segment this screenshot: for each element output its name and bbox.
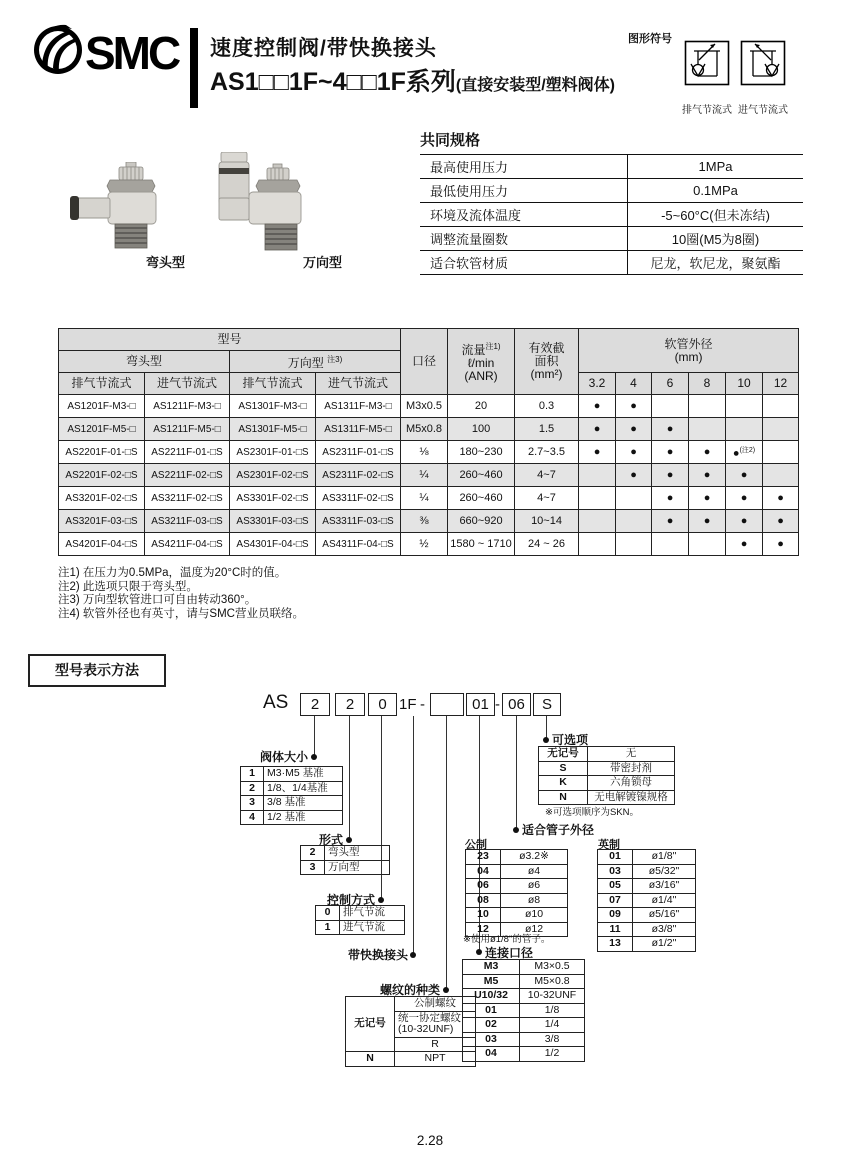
port-size-table: M3 M3×0.5 M5 M5×0.8 U10/32 10-32UNF 01 1/8 02 1/4 03 3/8 04 1/2 [462,959,585,1062]
code-mid: 1F [399,696,417,713]
series-title-main: AS1□□1F~4□□1F系列 [210,68,456,96]
col-header-tube-od: 软管外径 (mm) [579,329,799,373]
smc-wordmark: SMC [85,27,179,76]
form-label: 形式 [318,833,343,847]
exhaust-throttle-symbol-icon [684,40,730,93]
options-table: 无记号 无 S 带密封剂 K 六角锁母 N 无电解镀镍规格 [538,746,675,805]
control-table: 0 排气节流 1 进气节流 [315,905,405,935]
model-row: AS3201F-02-□S AS3211F-02-□S AS3301F-02-□S AS3311F-02-□S ¼ 260~460 4~7 ● ● ● ● [59,487,799,510]
spec-label: 环境及流体温度 [420,203,628,227]
col-header-bore: 口径 [401,329,448,395]
code-box-body-size: 2 [300,693,330,716]
connector-dot [311,754,317,760]
note-4: 注4) 软管外径也有英寸，请与SMC营业员联络。 [58,607,304,620]
note-2: 注2) 此选项只限于弯头型。 [58,580,198,593]
spec-label: 最高使用压力 [420,155,628,179]
tube-size-header: 10 [726,373,763,395]
col-header-universal: 万向型 $^{注3)}$ [230,351,401,373]
spec-label: 适合软管材质 [420,251,628,275]
quick-fitting-label: 带快换接头 [347,948,408,962]
code-prefix: AS [263,692,289,713]
model-row: AS2201F-02-□S AS2211F-02-□S AS2301F-02-□S AS2311F-02-□S ¼ 260~460 4~7 ● ● ● ● [59,464,799,487]
col-header-flow: 流量$^{注1)}$ ℓ/min (ANR) [448,329,515,395]
spec-value: 1MPa [628,155,804,179]
col-header-supply-1: 进气节流式 [145,373,230,395]
universal-type-label: 万向型 [303,255,343,270]
smc-globe-icon [32,24,182,76]
code-box-tube: 06 [502,693,531,716]
connector-dot [378,897,384,903]
spec-row [420,179,803,203]
code-box-option: S [533,693,561,716]
tube-size-header: 4 [616,373,652,395]
connector-line [314,716,315,757]
thread-type-table: 无记号 公制螺纹 统一协定螺纹 (10-32UNF) R N NPT [345,996,476,1067]
elbow-type-label: 弯头型 [146,255,186,270]
col-header-exhaust-1: 排气节流式 [59,373,145,395]
port-size-label: 连接口径 [485,946,534,960]
series-title [210,62,615,98]
code-box-control: 0 [368,693,397,716]
header-divider-bar [190,28,198,108]
graphic-symbols-label: 图形符号 [628,33,672,45]
tube-size-header: 12 [763,373,799,395]
spec-value: -5~60°C(但未冻结) [628,203,804,227]
spec-row [420,227,803,251]
symbol2-caption: 进气节流式 [738,105,788,116]
col-header-exhaust-2: 排气节流式 [230,373,316,395]
connector-dot [410,952,416,958]
connector-line [413,716,414,955]
tube-od-metric-footnote: ※使用ø1/8"的管子。 [463,934,551,945]
connector-line [516,716,517,830]
connector-dot [443,987,449,993]
spec-label: 最低使用压力 [420,179,628,203]
designation-section-title: 型号表示方法 [28,654,166,687]
model-table [58,328,799,556]
tube-size-header: 8 [689,373,726,395]
tube-od-inch-table: 01 ø1/8" 03 ø5/32" 05 ø3/16" 07 ø1/4" 09 ø5/16" 11 ø3/8" 13 ø1/2" [597,849,696,952]
note-3: 注3) 万向型软管进口可自由转动360°。 [58,594,257,606]
elbow-valve-photo [62,162,187,265]
spec-value: 0.1MPa [628,179,804,203]
model-row: AS3201F-03-□S AS3211F-03-□S AS3301F-03-□S AS3311F-03-□S ⅜ 660~920 10~14 ● ● ● ● [59,510,799,533]
page-title: 速度控制阀/带快换接头 [210,37,437,60]
connector-dot [513,827,519,833]
options-footnote: ※可选项顺序为SKN。 [545,807,639,818]
spec-row [420,155,803,179]
code-dash-2: - [495,696,500,713]
form-table: 2 弯头型 3 万向型 [300,845,390,875]
common-specs-title: 共同规格 [420,132,481,149]
dot-with-note: ●$^{(注2)}$ [726,441,763,464]
col-header-area: 有效截 面积 (mm²) [515,329,579,395]
spec-value: 尼龙，软尼龙，聚氨酯 [650,256,781,271]
col-header-supply-2: 进气节流式 [316,373,401,395]
tube-size-header: 3.2 [579,373,616,395]
table-notes [58,567,304,621]
supply-throttle-symbol-icon [740,40,786,93]
spec-row [420,251,803,275]
connector-dot [346,837,352,843]
symbol1-caption: 排气节流式 [682,105,732,116]
body-size-label: 阀体大小 [259,750,308,764]
code-box-port: 01 [466,693,495,716]
model-row: AS4201F-04-□S AS4211F-04-□S AS4301F-04-□S AS4311F-04-□S ½ 1580 ~ 1710 24 ~ 26 ● ● [59,533,799,556]
connector-dot [543,737,549,743]
tube-od-metric-table: 23 ø3.2※ 04 ø4 06 ø6 08 ø8 10 ø10 12 ø12 [465,849,568,937]
thread-type-label: 螺纹的种类 [379,983,440,997]
tube-size-header: 6 [652,373,689,395]
tube-od-metric-label: 公制 [465,839,487,851]
options-label: 可选项 [552,733,589,747]
note-1: 注1) 在压力为0.5MPa，温度为20°C时的值。 [58,567,287,579]
col-header-elbow: 弯头型 [59,351,230,373]
control-label: 控制方式 [326,893,375,907]
page-number: 2.28 [416,1133,444,1148]
code-box-form: 2 [335,693,365,716]
connector-line [349,716,350,840]
body-size-table: 1 M3·M5 基准 2 1/8、1/4基准 3 3/8 基准 4 1/2 基准 [240,766,343,825]
col-header-model: 型号 [59,329,401,351]
model-row: AS2201F-01-□S AS2211F-01-□S AS2301F-01-□S AS2311F-01-□S ⅛ 180~230 2.7~3.5 ● ● ● ● ●$^{(注2)}$ [59,441,799,464]
connector-dot [476,949,482,955]
model-row: AS1201F-M5-□ AS1211F-M5-□ AS1301F-M5-□ AS1311F-M5-□ M5x0.8 100 1.5 ● ● ● [59,418,799,441]
connector-line [446,716,447,990]
tube-od-label: 适合管子外径 [522,823,595,837]
tube-od-inch-label: 英制 [598,839,620,851]
spec-label: 调整流量圈数 [420,227,628,251]
series-title-sub: (直接安装型/塑料阀体) [455,77,615,94]
spec-row [420,203,803,227]
spec-value: 10圈(M5为8圈) [628,227,804,251]
code-dash-1: - [420,696,425,713]
common-specs-table [420,154,803,275]
model-row: AS1201F-M3-□ AS1211F-M3-□ AS1301F-M3-□ AS1311F-M3-□ M3x0.5 20 0.3 ● ● [59,395,799,418]
smc-logo [32,24,182,81]
code-box-thread [430,693,464,716]
